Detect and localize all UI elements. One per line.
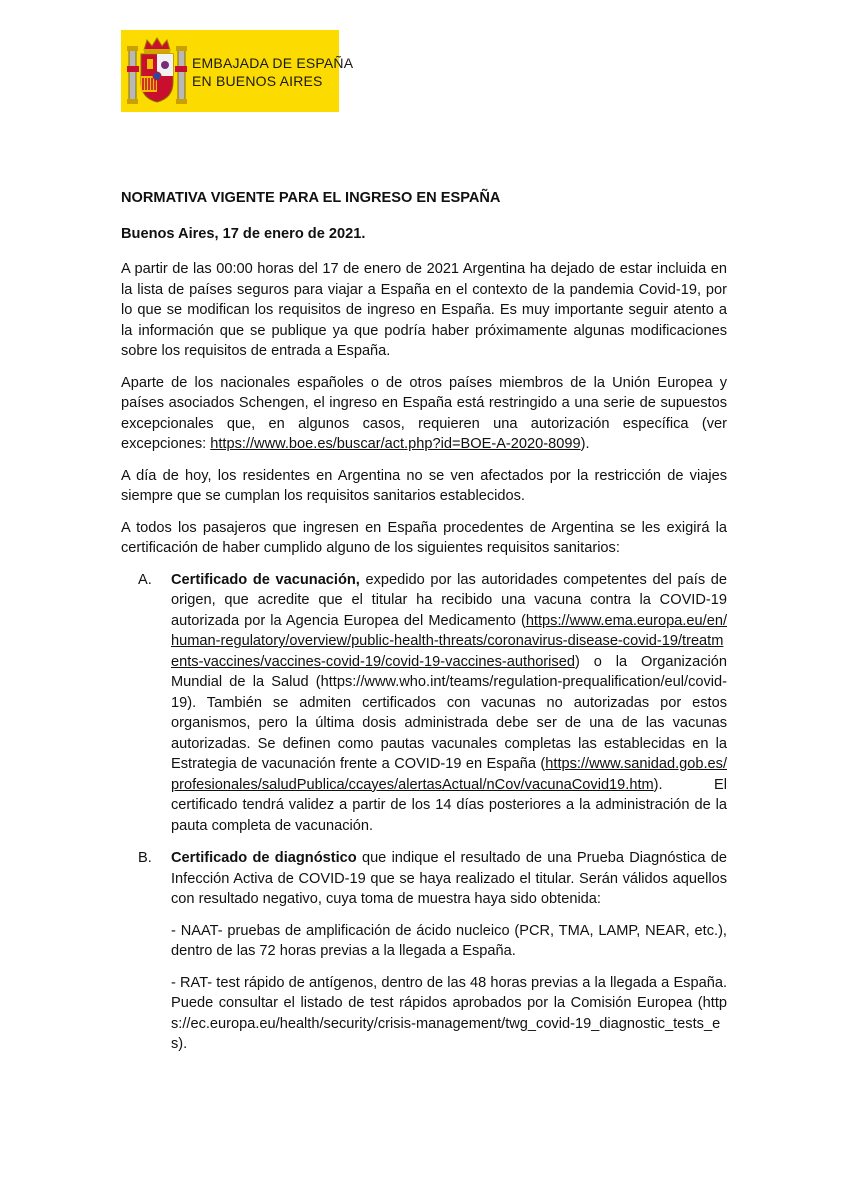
paragraph-4: A todos los pasajeros que ingresen en España procedentes de Argentina se les exigirá la certificación de haber cumplido alguno de los siguientes requisitos sanitarios: [121, 519, 727, 556]
logo-line-1: EMBAJADA DE ESPAÑA [192, 55, 354, 71]
vaccination-heading: Certificado de vacunación, [171, 571, 360, 588]
document-title: NORMATIVA VIGENTE PARA EL INGRESO EN ESPAÑA [121, 190, 501, 206]
requirements-list [121, 570, 727, 1055]
list-marker: A. [138, 571, 152, 588]
logo-line-2: EN BUENOS AIRES [192, 73, 323, 89]
document-body [121, 188, 727, 1067]
paragraph-2-end: ). [580, 436, 590, 452]
paragraph-1: A partir de las 00:00 horas del 17 de enero de 2021 Argentina ha dejado de estar incluida en la lista de países seguros para viajar a España en el contexto de la pandemia Covid-19, por lo que se modifican los requisitos de ingreso en España. Es muy importante seguir atento a la información que se publique ya que podría haber próximamente algunas modificaciones sobre los requisitos de entrada a España. [121, 261, 727, 359]
list-item-vaccination [121, 570, 727, 837]
paragraph-3: A día de hoy, los residentes en Argentina no se ven afectados por la restricción de viajes siempre que se cumplan los requisitos sanitarios establecidos. [121, 467, 727, 504]
diagnostic-text-1: que indique el resultado de una Prueba Diagnóstica de Infección Activa de COVID-19 que se haya realizado el titular. Serán válidos aquellos con resultado negativo, cuya toma de muestra haya sido obtenida: [171, 850, 727, 907]
coat-of-arms-icon [127, 36, 187, 106]
sanidad-link[interactable]: https://www.sanidad.gob.es/profesionales/saludPublica/ccayes/alertasActual/nCov/vacunaCovid19.htm [171, 756, 727, 793]
list-item-diagnostic [121, 848, 727, 1055]
paragraph-2-text: Aparte de los nacionales españoles o de otros países miembros de la Unión Europea y países asociados Schengen, el ingreso en España está restringido a una serie de supuestos excepcionales que, en algunos casos, requieren una autorización específica (ver excepciones: [121, 374, 727, 452]
paragraph-2 [121, 373, 727, 455]
diagnostic-heading: Certificado de diagnóstico [171, 850, 357, 866]
ema-link[interactable]: https://www.ema.europa.eu/en/human-regulatory/overview/public-health-threats/coronavirus-disease-covid-19/treatments-vaccines/vaccines-covid-19/covid-19-vaccines-authorised [171, 612, 727, 670]
embassy-logo [121, 30, 354, 112]
vaccination-text-3: ). El certificado tendrá validez a partir de los 14 días posteriores a la administración de la pauta completa de vacunación. [171, 776, 727, 834]
rat-paragraph: - RAT- test rápido de antígenos, dentro de las 48 horas previas a la llegada a España. Puede consultar el listado de test rápidos aprobados por la Comisión Europea (https://ec.europa.eu/health/security/crisis-management/twg_covid-19_diagnostic_tests_es). [171, 974, 727, 1052]
logo-text [192, 54, 353, 90]
naat-paragraph: - NAAT- pruebas de amplificación de ácido nucleico (PCR, TMA, LAMP, NEAR, etc.), dentro de las 72 horas previas a la llegada a España. [171, 922, 727, 959]
document-date: Buenos Aires, 17 de enero de 2021. [121, 225, 366, 242]
vaccination-text-2: ) o la Organización Mundial de la Salud (https://www.who.int/teams/regulation-prequalification/eul/covid-19). También se admiten certificados con vacunas no autorizadas por estos organismos, pero la última dosis administrada debe ser de una de las vacunas autorizadas. Se definen como pautas vacunales completas las establecidas en la Estrategia de vacunación frente a COVID-19 en España ( [171, 653, 727, 772]
boe-link[interactable]: https://www.boe.es/buscar/act.php?id=BOE-A-2020-8099 [210, 436, 581, 452]
vaccination-text-1: expedido por las autoridades competentes del país de origen, que acredite que el titular ha recibido una vacuna contra la COVID-19 autorizada por la Agencia Europea del Medicamento ( [171, 571, 728, 629]
list-marker: B. [138, 850, 152, 866]
